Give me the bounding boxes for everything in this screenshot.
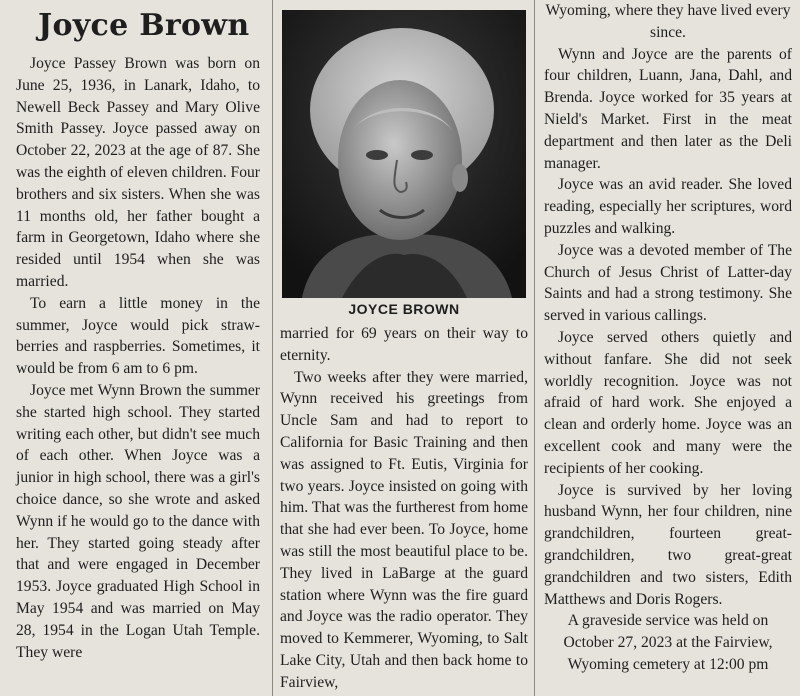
column-2-text bbox=[280, 323, 528, 694]
paragraph: married for 69 years on their way to eternity. bbox=[280, 325, 528, 364]
column-3 bbox=[534, 0, 800, 676]
portrait-figure bbox=[280, 10, 528, 317]
paragraph: Wynn and Joyce are the parents of four children, Luann, Jana, Dahl, and Brenda. Joyce worked for 35 years at Nield's Market. First in the meat department and then later as the Deli manager. bbox=[544, 45, 792, 172]
paragraph: Joyce is survived by her loving husband Wynn, her four children, nine grandchildren, fourteen great-grandchildren, two great-great grandchildren and two sisters, Edith Matthews and Doris Rogers. bbox=[544, 481, 792, 608]
column-1 bbox=[0, 0, 272, 663]
portrait-photo bbox=[282, 10, 526, 298]
paragraph: Two weeks after they were married, Wynn received his greetings from Uncle Sam and had to report to California for Basic Training and then was assigned to Ft. Eutis, Virginia for two years. Joyce insisted on going with him. That was the furtherest from home that she had ever been. To Joyce, home was still the most beautiful place to be. They lived in LaBarge at the guard station where Wynn was the fire guard and Joyce was the radio operator. They moved to Kemmerer, Wyoming, to Salt Lake City, Utah and then back home to Fairview, bbox=[280, 368, 528, 691]
paragraph: Joyce met Wynn Brown the summer she started high school. They started writing each other, but didn't see much of each other. When Joyce was a junior in high school, there was a girl's choice dance, so she wrote and asked Wynn if he would go to the dance with her. They started going steady after that and were engaged in December 1953. Joyce graduated High School in May 1954 and was married on May 28, 1954 in the Logan Utah Temple. They were bbox=[16, 381, 260, 661]
headline: Joyce Brown bbox=[38, 8, 250, 43]
paragraph: Joyce Passey Brown was born on June 25, 1936, in Lanark, Idaho, to Newell Beck Passey and Mary Olive Smith Passey. Joyce passed away on October 22, 2023 at the age of 87. She was the eighth of eleven children. Four brothers and six sisters. When she was 11 months old, her father bought a farm in Georgetown, Idaho where she resided until 1954 when she was married. bbox=[16, 55, 260, 290]
photo-caption: JOYCE BROWN bbox=[348, 301, 460, 317]
portrait-image bbox=[282, 10, 526, 298]
paragraph: A graveside service was held on October 27, 2023 at the Fairview, Wyoming cemetery at 12:00 pm bbox=[563, 612, 773, 673]
paragraph: Joyce was a devoted member of The Church of Jesus Christ of Latter-day Saints and had a strong testimony. She served in various callings. bbox=[544, 241, 792, 325]
column-2 bbox=[272, 0, 534, 694]
paragraph: Joyce was an avid reader. She loved reading, especially her scriptures, word puzzles and walking. bbox=[544, 176, 792, 237]
paragraph: Wyoming, where they have lived every since. bbox=[545, 2, 791, 41]
paragraph: Joyce served others quietly and without fanfare. She did not seek worldly recognition. Joyce was not afraid of hard work. She enjoyed a clean and orderly home. Joyce was an excellent cook and many were the recipients of her cooking. bbox=[544, 328, 792, 477]
paragraph: To earn a little money in the summer, Joyce would pick strawberries and raspberries. Sometimes, it would be from 6 am to 6 pm. bbox=[16, 294, 260, 378]
